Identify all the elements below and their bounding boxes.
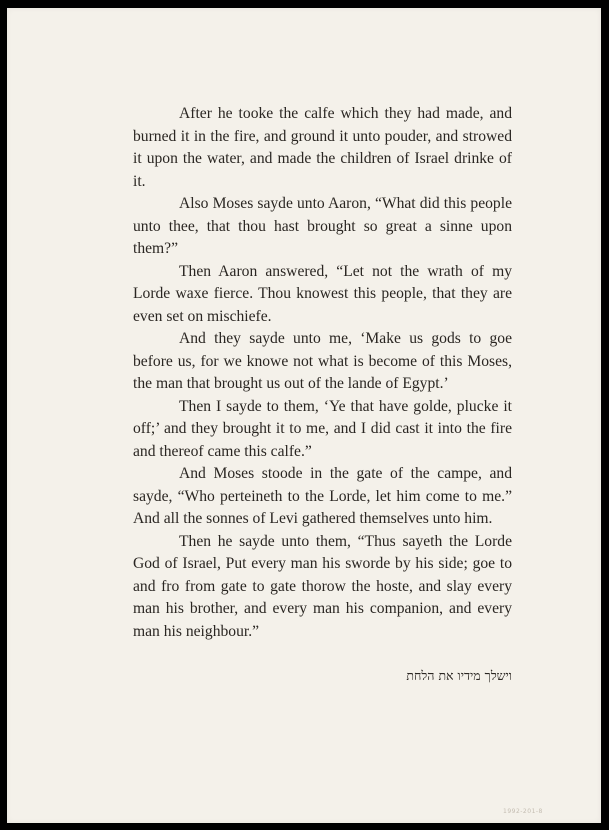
paragraph-2: Also Moses sayde unto Aaron, “What did this people unto thee, that thou hast brought so great a sinne upon them?” [133,195,512,257]
paragraph-6: And Moses stoode in the gate of the campe, and sayde, “Who perteineth to the Lorde, let him come to me.” And all the sonnes of Levi gathered themselves unto him. [133,465,512,527]
paragraph-4: And they sayde unto me, ‘Make us gods to goe before us, for we knowe not what is become of this Moses, the man that brought us out of the lande of Egypt.’ [133,330,512,392]
hebrew-caption: וישלך מידיו את הלחת [406,668,512,683]
paragraph-3: Then Aaron answered, “Let not the wrath of my Lorde waxe fierce. Thou knowest this people, that they are even set on mischiefe. [133,262,512,325]
paper-sheet [7,8,601,823]
paragraph-1: After he tooke the calfe which they had made, and burned it in the fire, and ground it unto pouder, and strowed it upon the water, and made the children of Israel drinke of it. [133,105,512,190]
scripture-text [133,103,512,643]
paragraph-5: Then I sayde to them, ‘Ye that have golde, plucke it off;’ and they brought it to me, and I did cast it into the fire and thereof came this calfe.” [133,397,512,460]
catalog-number: 1992-201-8 [503,808,543,815]
paragraph-7: Then he sayde unto them, “Thus sayeth the Lorde God of Israel, Put every man his sworde by his side; goe to and fro from gate to gate thorow the hoste, and slay every man his brother, and every man his companion, and every man his neighbour.” [133,532,512,640]
